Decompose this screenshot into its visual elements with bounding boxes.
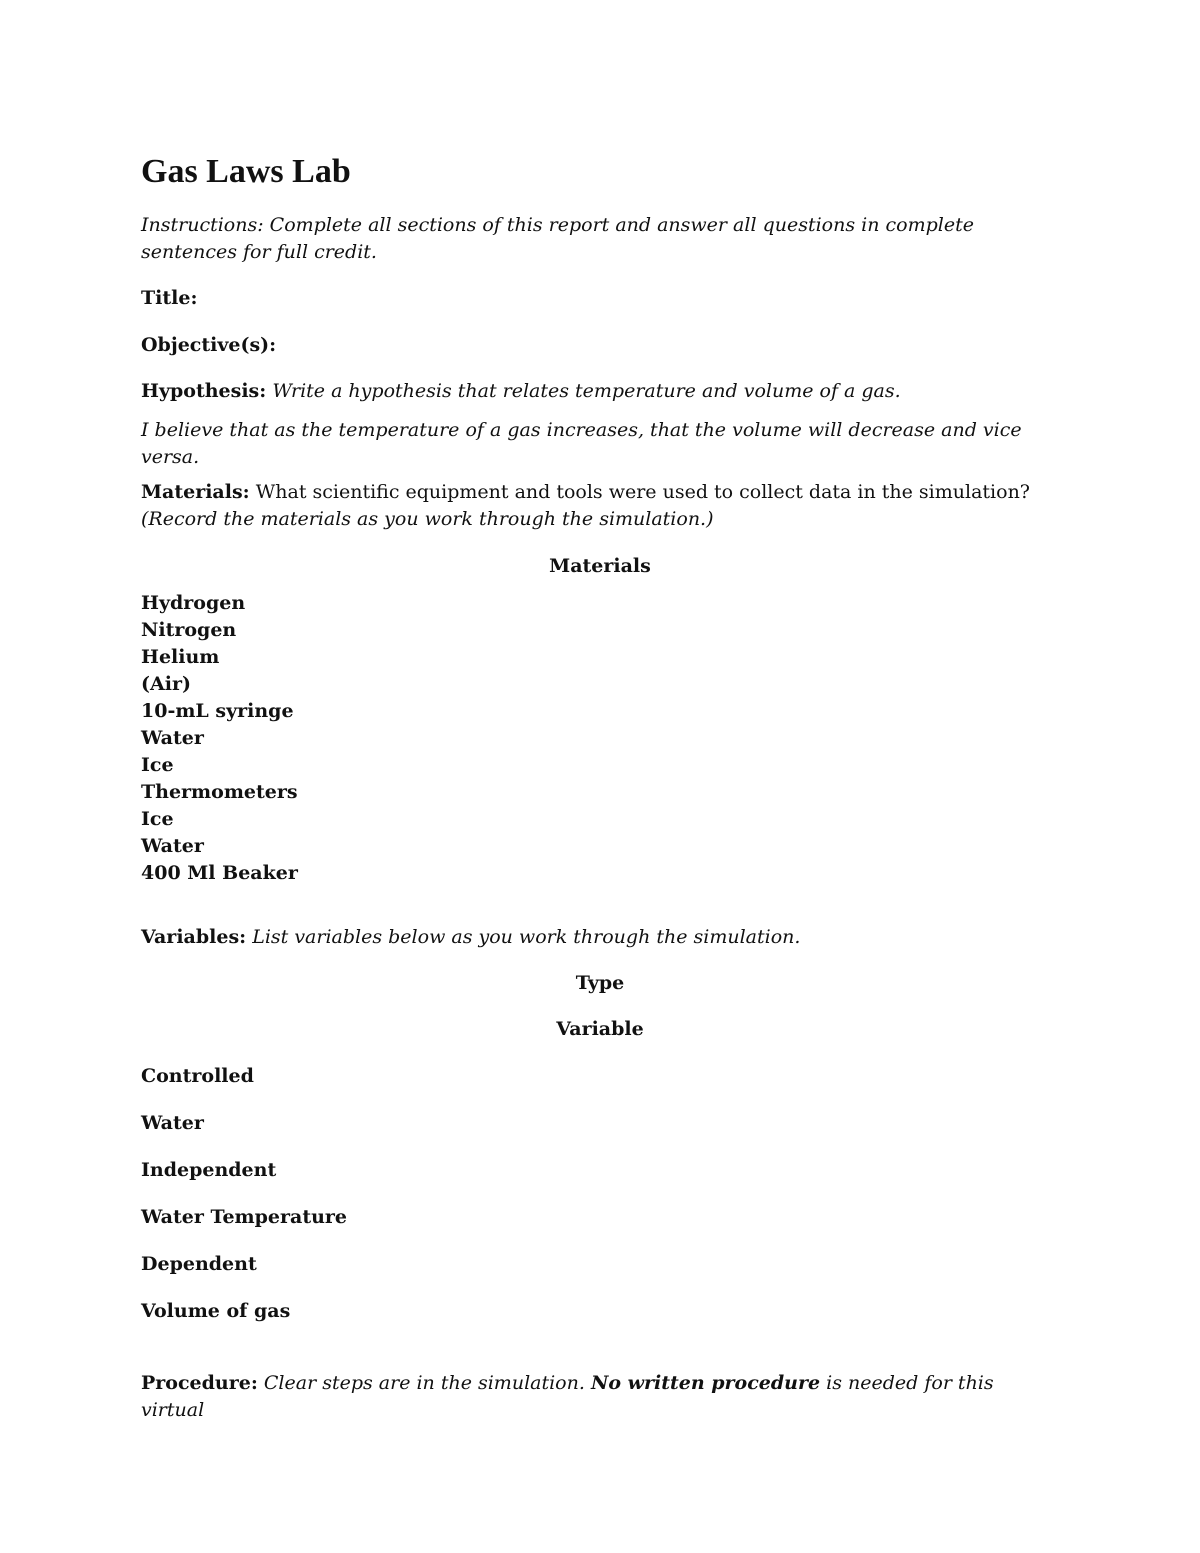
procedure-section [141,1370,1061,1424]
variables-label: Variables: [141,926,247,948]
variables-section [141,924,1061,951]
table-row: Volume of gas [141,1300,291,1322]
variables-col-type: Type [575,972,625,994]
table-row: Independent [141,1159,277,1181]
list-item: Ice [141,754,174,776]
page-title: Gas Laws Lab [141,153,351,190]
table-row: Dependent [141,1253,257,1275]
table-row: Water [141,1112,204,1134]
hypothesis-section [141,378,1061,405]
list-item: Ice [141,808,174,830]
objectives-field-label: Objective(s): [141,334,277,356]
list-item: 400 Ml Beaker [141,862,298,884]
hypothesis-prompt: Write a hypothesis that relates temperature and volume of a gas. [272,380,901,402]
materials-section [141,479,1061,533]
variables-col-variable: Variable [556,1018,644,1040]
list-item: Hydrogen [141,592,246,614]
procedure-text-part1: Clear steps are in the simulation. [263,1372,585,1394]
hypothesis-answer: I believe that as the temperature of a gas increases, that the volume will decrease and vice versa. [141,419,1022,468]
instructions-text: Instructions: Complete all sections of this report and answer all questions in complete sentences for full credit. [141,214,974,263]
title-field-label: Title: [141,287,198,309]
materials-note: (Record the materials as you work through the simulation.) [141,508,714,530]
hypothesis-label: Hypothesis: [141,380,267,402]
variables-prompt: List variables below as you work through the simulation. [252,926,801,948]
objectives-field [141,332,1061,359]
procedure-text-bold: No written procedure [590,1372,821,1394]
procedure-label: Procedure: [141,1372,258,1394]
list-item: Water [141,835,204,857]
list-item: Water [141,727,204,749]
materials-list [141,590,298,887]
table-row: Water Temperature [141,1206,348,1228]
title-field [141,285,1061,312]
materials-prompt: What scientific equipment and tools were used to collect data in the simulation? [255,481,1030,503]
list-item: Nitrogen [141,619,237,641]
table-row: Controlled [141,1065,254,1087]
list-item: (Air) [141,673,191,695]
list-item: 10-mL syringe [141,700,294,722]
materials-label: Materials: [141,481,250,503]
procedure-text-part2: is needed for this virtual [141,1372,994,1421]
list-item: Helium [141,646,220,668]
materials-table-heading: Materials [549,555,651,577]
list-item: Thermometers [141,781,298,803]
